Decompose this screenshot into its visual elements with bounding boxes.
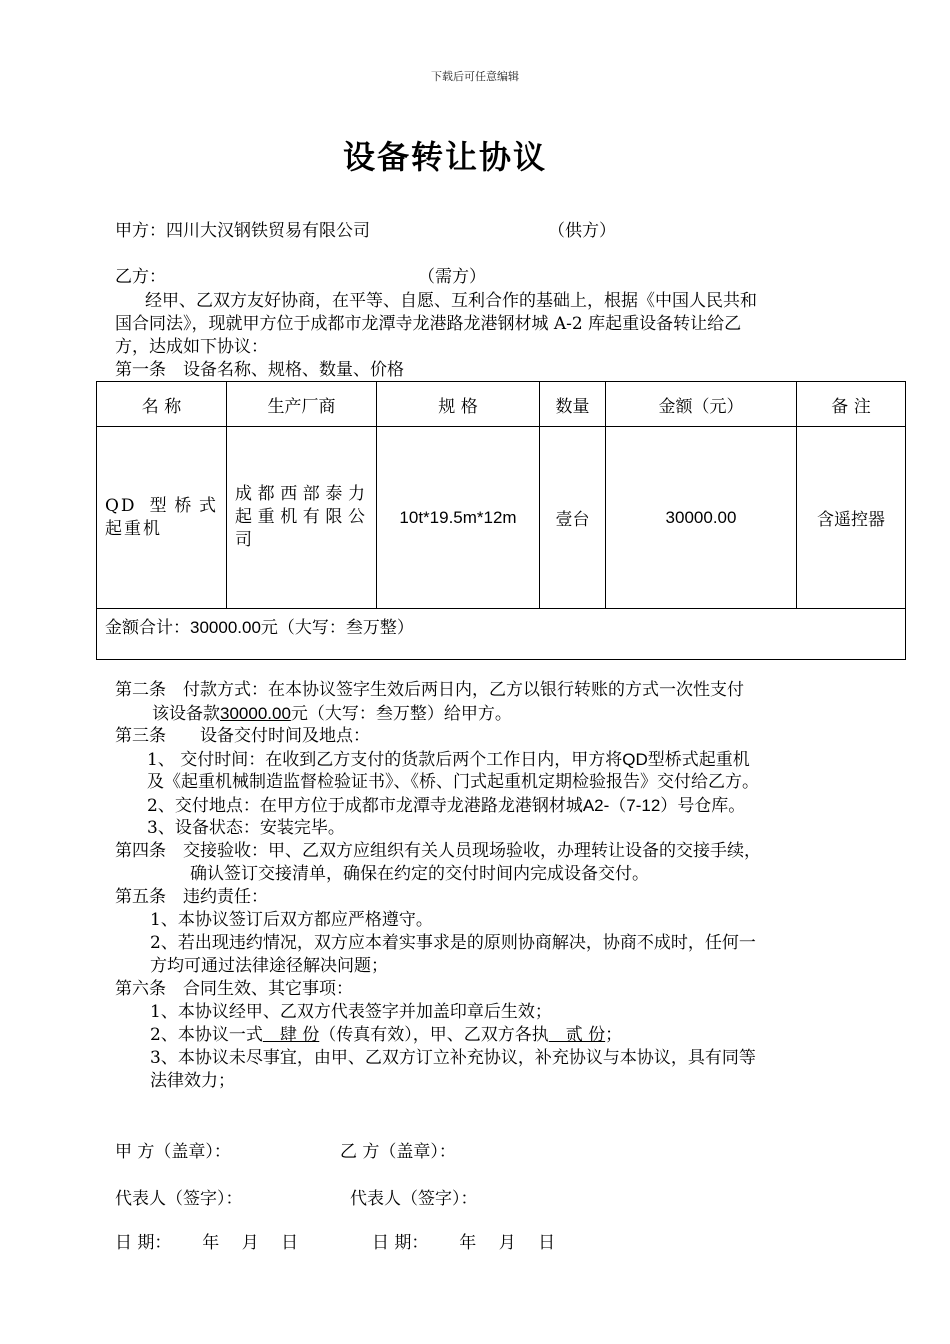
total-value: 30000.00 — [190, 618, 261, 637]
article-3-item-2-code: A2-（7-12） — [582, 796, 678, 815]
article-3-item-2-post: 号仓库。 — [677, 796, 746, 816]
article-5-heading: 第五条 违约责任： — [115, 887, 268, 907]
party-a-line — [115, 220, 370, 243]
cell-quantity: 壹台 — [540, 427, 606, 609]
header-remark: 备 注 — [797, 382, 906, 427]
article-1-heading: 第一条 设备名称、规格、数量、价格 — [115, 360, 404, 380]
article-3-item-1-model: QD — [622, 750, 648, 769]
article-5-item-2: 2、若出现违约情况，双方应本着实事求是的原则协商解决，协商不成时，任何一 — [150, 933, 756, 953]
article-6-item-3: 3、本协议未尽事宜，由甲、乙双方订立补充协议，补充协议与本协议，具有同等 — [150, 1048, 756, 1068]
cell-equipment-name: QD 型桥式起重机 — [97, 427, 227, 609]
article-6-item-3-cont: 法律效力； — [150, 1071, 235, 1091]
article-2-amount: 30000.00 — [220, 704, 291, 723]
header-name: 名 称 — [97, 382, 227, 427]
party-b-date: 日 期： 年 月 日 — [372, 1233, 556, 1253]
article-2-line-1: 第二条 付款方式：在本协议签字生效后两日内，乙方以银行转账的方式一次性支付 — [115, 680, 744, 700]
party-a-name: 四川大汉钢铁贸易有限公司 — [166, 221, 370, 241]
article-3-item-1-pre: 1、 交付时间：在收到乙方支付的货款后两个工作日内，甲方将 — [147, 750, 623, 770]
article-3-item-2 — [147, 794, 745, 818]
article-6-item-2 — [150, 1024, 622, 1047]
cell-remark: 含遥控器 — [797, 427, 906, 609]
total-label: 金额合计： — [105, 618, 190, 638]
party-a-label: 甲方： — [115, 221, 166, 241]
article-3-heading: 第三条 设备交付时间及地点： — [115, 726, 370, 746]
party-b-label: 乙方： — [115, 267, 166, 287]
article-3-item-2-pre: 2、交付地点：在甲方位于成都市龙潭寺龙港路龙港钢材城 — [147, 796, 583, 816]
party-a-role: （供方） — [548, 221, 616, 241]
article-2-post: 元（大写：叁万整）给甲方。 — [290, 704, 512, 724]
article-3-item-1-post: 型桥式起重机 — [647, 750, 750, 770]
header-quantity: 数量 — [540, 382, 606, 427]
table-header-row — [97, 382, 906, 427]
article-6-each: 贰 份 — [548, 1025, 606, 1045]
party-a-representative: 代表人（签字）： — [115, 1189, 243, 1209]
article-6-heading: 第六条 合同生效、其它事项： — [115, 979, 353, 999]
article-6-item-1: 1、本协议经甲、乙双方代表签字并加盖印章后生效； — [150, 1002, 552, 1022]
intro-line-1: 经甲、乙双方友好协商，在平等、自愿、互利合作的基础上，根据《中国人民共和 — [145, 291, 757, 311]
party-a-seal: 甲 方（盖章）： — [115, 1142, 231, 1162]
table-row — [97, 427, 906, 609]
total-cell — [97, 609, 906, 660]
article-6-item-2-post: ； — [605, 1025, 623, 1045]
article-4-line-2: 确认签订交接清单，确保在约定的交付时间内完成设备交付。 — [190, 864, 649, 884]
total-suffix: 元（大写：叁万整） — [260, 618, 414, 638]
article-5-item-2-cont: 方均可通过法律途径解决问题； — [150, 956, 388, 976]
cell-spec: 10t*19.5m*12m — [377, 427, 540, 609]
article-2-pre: 该设备款 — [152, 704, 220, 724]
download-note: 下载后可任意编辑 — [431, 70, 519, 83]
intro-line-2: 国合同法》，现就甲方位于成都市龙潭寺龙港路龙港钢材城 A-2 库起重设备转让给乙 — [115, 314, 742, 334]
party-b-representative: 代表人（签字）： — [350, 1189, 478, 1209]
article-6-item-2-pre: 2、本协议一式 — [150, 1025, 263, 1045]
party-b-role: （需方） — [418, 267, 486, 287]
cell-amount: 30000.00 — [606, 427, 797, 609]
article-3-item-1-cont: 及《起重机械制造监督检验证书》、《桥、门式起重机定期检验报告》交付给乙方。 — [147, 772, 759, 792]
equipment-table — [96, 381, 906, 660]
article-6-item-2-mid: （传真有效），甲、乙双方各执 — [319, 1025, 549, 1045]
header-spec: 规 格 — [377, 382, 540, 427]
cell-manufacturer: 成都西部泰力起重机有限公司 — [227, 427, 377, 609]
header-manufacturer: 生产厂商 — [227, 382, 377, 427]
document-title: 设备转让协议 — [342, 138, 547, 176]
article-3-item-3: 3、设备状态：安装完毕。 — [147, 818, 345, 838]
intro-line-3: 方，达成如下协议： — [115, 337, 268, 357]
table-total-row — [97, 609, 906, 660]
article-4-line-1: 第四条 交接验收：甲、乙双方应组织有关人员现场验收，办理转让设备的交接手续， — [115, 841, 761, 861]
article-3-item-1 — [147, 748, 750, 772]
header-amount: 金额（元） — [606, 382, 797, 427]
party-a-date: 日 期： 年 月 日 — [115, 1233, 299, 1253]
party-b-seal: 乙 方（盖章）： — [340, 1142, 456, 1162]
article-2-line-2 — [152, 702, 512, 726]
article-5-item-1: 1、本协议签订后双方都应严格遵守。 — [150, 910, 433, 930]
article-6-copies: 肆 份 — [262, 1025, 320, 1045]
